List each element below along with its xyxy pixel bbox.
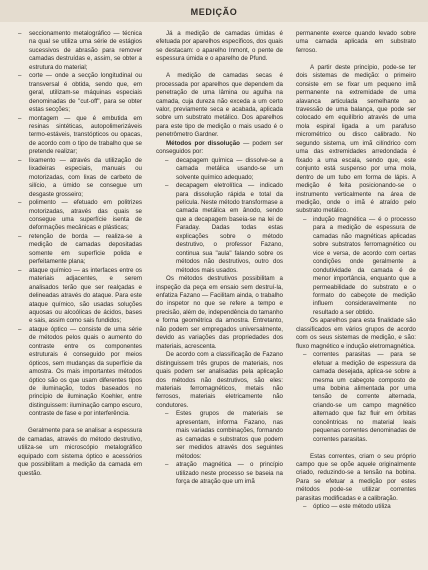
list-item: – ataque químico — as interfaces entre os materiais adjacentes, e serem analisados terão que ser realçadas e delineadas através do ataque. Para este ataque químico, são usadas soluções aquosas ou alcoólicas de ácidos, bases e sais, assim como sais fundidos; — [18, 267, 142, 326]
paragraph — [156, 140, 283, 157]
list-item: – lixamento — através da utilização de lixadeiras especiais, manuais ou motorizadas, com lixas de carbeto de silício, a úmido se consegue um desgaste grosseiro; — [18, 157, 142, 199]
paragraph: Geralmente para se analisar a espessura de camadas, através do método destrutivo, utiliza-se um microscópio metalográfico equipado com sistema óptico e acessórios que possibilitam a medição da camada em questão. — [18, 427, 142, 477]
list-item: – polimento — efetuado em politrizes motorizadas, através das quais se consegue uma superfície isenta de deformações mecânicas e plásticas; — [18, 199, 142, 233]
column-2 — [156, 30, 283, 486]
paragraph: Estas correntes, criam o seu próprio campo que se opõe aquele originalmente criado, reduzindo-se a tensão na bobina. Para se efetuar a medição por estes métodos pode-se utilizar correntes parasitas modificadas e a calibração. — [296, 452, 416, 502]
paragraph: De acordo com a classificação de Fazano distinguissem três grupos de materiais, nos quais podem ser analisadas pela aplicação dos métodos não destrutivos, são eles: materiais ferromagnéticos, metais não ferrosos, materiais eletricamente não condutores. — [156, 351, 283, 409]
paragraph: Os aparelhos para esta finalidade são classificados em vários grupos de acordo com os seus sistemas de medição, e são: fluxo magnético e indução eletromagnética. — [296, 317, 416, 350]
page-title: MEDIÇÃO — [190, 7, 238, 17]
list-item: – Estes grupos de materiais se apresentam, informa Fazano, nas mais variadas combinações, formando as camadas e substratos que podem ser medidos através dos seguintes métodos: — [156, 410, 283, 461]
list-item: – indução magnética — é o processo para a medição de espessura de camadas não magnéticas aplicadas sobre substratos ferromagnético ou vice e versa, de acordo com certas condições onde geralmente a condutividade da camada é de menor importância, enquanto que a permeabilidade do substrato e o formato do cabeçote de medição influem consideravelmente no resultado a ser obtido. — [296, 216, 416, 317]
list-item: – retenção de borda — realiza-se a medição de camadas depositadas somente em superfície polida e perfeitamente plana; — [18, 233, 142, 267]
list-item: – óptico — este método utiliza — [296, 503, 416, 511]
paragraph: A partir deste princípio, pode-se ter dois sistemas de medição: o primeiro consiste em se fixar um pequeno imã permanente na extremidade de uma alavanca articulada semelhante ao travessão de uma balança, que pode ser colocado em equilíbrio através de uma mola espiral ligada a um parafuso micrométrico ou disco calibrado. No segundo sistema, um imã cilíndrico com uma das extremidades arredondada é fixado a uma escala, sendo que, este conjunto está suspenso por uma mola, dentro de um tubo em forma de lápis. A medição é feita posicionando-se o instrumento verticalmente na área de medição, onde o imã é atraído pelo substrato metálico. — [296, 63, 416, 215]
column-1 — [18, 30, 142, 478]
list-item: – correntes parasitas — para se efetuar a medição de espessura da camada desejada, aplica-se sobre a mesma um cabeçote composto de uma bobina alimentada por uma tensão de corrente alternada, criando-se um campo magnético alternado que faz fluir em órbitas concêntricas no material leais pequenas correntes denominadas de correntes parasitas. — [296, 351, 416, 444]
list-item: – seccionamento metalográfico — técnica na qual se utiliza uma série de estágios sucessivos de abrasão para remover camadas destruídas e, assim, se obter a estrutura do material; — [18, 30, 142, 72]
list-item: – montagem — que é embutida em resinas sintéticas, autopolimerizáveis termo-estáveis, transtópticos ou opacas, de acordo com o tipo de trabalho que se pretende realizar; — [18, 115, 142, 157]
paragraph: A medição de camadas secas é processada por aparelhos que dependem da penetração de uma lâmina ou agulha na camada, cuja dureza não exceda a um certo valor, previamente seca e acabada, aplicada sobre um substrato metálico. Dos aparelhos para este tipo de medição o mais usado é o penetrômetro Gardner. — [156, 72, 283, 139]
preparation-steps-list — [18, 30, 142, 419]
list-item: – decapagem eletrolítica — indicado para dissolução rápida e total da película. Neste método transformase a camada metálica em ânodo, sendo que a decapagem baseia-se na lei de Faraday. Dadas todas estas explicações sobre o método destrutivo, o professor Fazano, continua sua "aula" falando sobre os métodos não destrutivos, outro dos métodos mais usados. — [156, 182, 283, 275]
paragraph: Já a medição de camadas úmidas é efetuada por aparelhos específicos, dos quais se destacam: o aparelho Inmont, o pente de espessura úmida e o aparelho de Pfund. — [156, 30, 283, 63]
section-heading: Métodos por dissolução — [166, 139, 240, 147]
list-item: – atração magnética — o princípio utilizado neste processo se baseia na força de atração que um imã — [156, 461, 283, 486]
list-item: – corte — onde a secção longitudinal ou transversal é obtida, sendo que, em geral, utilizam-se máquinas especiais denominadas de "cut-off", para se obter estas secções; — [18, 72, 142, 114]
paragraph: permanente exerce quando levado sobre uma camada aplicada em substrato ferroso. — [296, 30, 416, 54]
paragraph: Os métodos destrutivos possibilitam a inspeção da peça em ensaio sem destruí-la, enfatiza Fazano — Facilitam ainda, o trabalho do inspetor no que se refere a tempo e precisão, além de, independência do tamanho e forma geométrica da amostra. Entretanto, não podem ser empregados universalmente, devido as variações das propriedades dos materiais, acrescenta. — [156, 275, 283, 350]
column-3 — [296, 30, 416, 512]
methods-list — [156, 157, 283, 275]
paragraph-text: — podem ser conseguidos por: — [156, 139, 283, 156]
list-item: – ataque óptico — consiste de uma série de métodos pelos quais o aumento do contraste entre os componentes estruturais é conseguido por meios ópticos, sem mudanças da superfície da amostra. Os mais importantes métodos óptico são os que usam diferentes tipos de iluminação, todos baseados no princípio de iluminação Koehler, entre distinguissem: iluminação campo escuro, contraste de fase e por interferência. — [18, 326, 142, 419]
list-item: – decapagem química — dissolve-se a camada metálica usando-se um solvente químico adequado; — [156, 157, 283, 182]
